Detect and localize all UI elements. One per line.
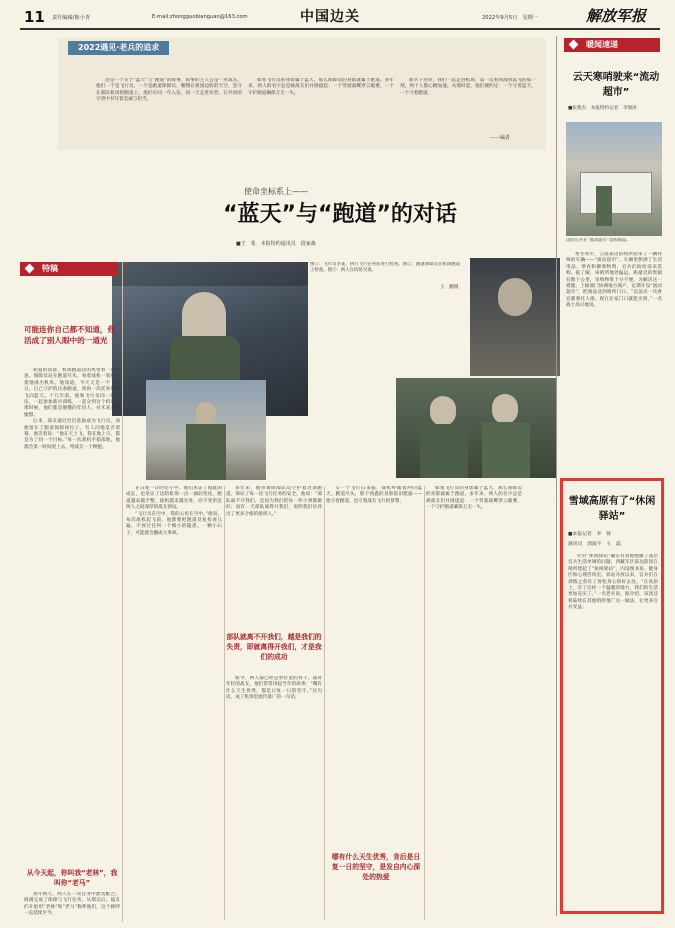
photo-cockpit-closeup — [470, 258, 560, 376]
sidebar-story1-headline: 云天寒哨驶来“流动超市” — [572, 72, 660, 98]
sidebar-story2-byline2: 通讯员 郭波宇 王 磊 — [568, 542, 621, 547]
feature-subhead-3: 部队就离不开我们，越是我们的失责，即就离得开我们，才是我们的成功 — [226, 633, 322, 661]
feature-para-9: 如果飞行员的身影属于蓝天，那么保障员的身影就属于跑道。多年来，两人的名字总是被战友们并排提起：一个驾驶战鹰穿云破雾，一个守护跑道确保万无一失。 — [426, 486, 522, 511]
sidebar-story1-byline: ■张燕杰 本报特约记者 李瑞涛 — [568, 106, 637, 111]
sidebar-story2-headline: 雪域高原有了“休闲驿站” — [568, 496, 656, 522]
intro-author-name: 编者 — [500, 135, 511, 141]
feature-para-4: 在日复一日的坚守中，他们见证了彼此的成长，也见证了边防机场一点一滴的变化。跑道越来越平整，战机越来越先进，而不变的是两人之间深厚的战友情谊。 — [126, 486, 222, 511]
page-date: 2022年9月5日 星期一 — [482, 15, 539, 21]
sidebar-story1-para: 寒冬将至，云南某边防哨所迎来了一辆特殊的车辆——“流动超市”。车厢里摆满了生活用品、零食和御寒物资，官兵们纷纷前来选购。据了解，该哨所地处偏远，距最近的集镇有数十公里，采购物资十分不便。为解决这一难题，上级部门协调地方商户，定期开设“流动超市”，把商品送到哨所门口。“以前买一块香皂都要托人捎，现在在家门口就能买到。”一名战士高兴地说。 — [566, 252, 662, 309]
masthead-logo: 解放军报 — [586, 7, 647, 25]
col-sep-2 — [224, 486, 225, 920]
sidebar-tag-text: 暖闻速递 — [586, 40, 618, 49]
header-rule — [20, 28, 660, 30]
feature-para-6: 多年来，他带领保障队员守护着这条跑道，保证了每一次飞行任务的安全。他说：“部队离不开我们，是因为我们把每一件小事都做好；而有一天部队离得开我们，说明我们培养出了更多合格的接班人。” — [226, 486, 322, 517]
feature-col3-text-a — [226, 486, 322, 624]
sidebar-story2-byline: ■本报记者 李 蓉 — [568, 532, 611, 537]
feature-para-2: 后来，战友通过层层选拔成为飞行员，而他留在了跑道保障岗位上。有人问他是否羡慕，他笑着说：“他在天上飞，我在地上守，都是为了同一个目标。”每一次战机平稳落地，他都会第一时间迎上去，给战友一个拥抱。 — [24, 419, 120, 450]
feature-para-8: 又一个飞行日来临，战机呼啸着冲向蓝天。跑道尽头，那个熟悉的身影依旧挺拔——他守着跑道，也守着战友飞行的梦想。 — [326, 486, 422, 504]
photo-credit: 王 鹏摄 — [440, 285, 459, 290]
sidebar-story2-para: 针对“休闲驿站”确实有效地缓解了基层官兵生活单调的问题，西藏军区某边防团在哨所建起了“休闲驿站”，内设图书角、健身区和心理咨询室。驿站开放以来，官兵们在训练之余有了放松身心的好去处。“在高原上，有了这样一个温暖的地方，我们的生活更加充实了。”一名老兵说。据介绍，该团还将陆续在其他哨所推广这一做法，让更多官兵受益。 — [568, 554, 658, 611]
feature-col1-text-b — [24, 892, 120, 922]
sidebar-story2-text — [568, 554, 658, 906]
intro-col-3 — [400, 78, 536, 134]
photo-caption-text: 图①：飞行员李某，执行飞行任务前进行检查。图②：跑道保障员在机场跑道上检查。图③：两人在机场交谈。 — [310, 262, 460, 273]
col-sep-3 — [324, 486, 325, 920]
feature-para-1: 初夏的清晨，机场跑道边的风带着一丝凉意。保障员站在跑道尽头，看着战机一架接一架地滑出机库。他知道，今天又是一个飞行日，自己守护的这条跑道，将再一次托举战友飞向蓝天。十几年前，他和飞行员同一批入伍，一起参加新兵训练，一起分到这个机场。那时候，他们都是懵懂的年轻人，对未来充满憧憬。 — [24, 368, 120, 418]
page-header — [0, 0, 675, 30]
main-kicker: 使命坐标系上—— — [244, 187, 308, 196]
feature-col5-text — [426, 486, 522, 920]
feature-subhead-4: 哪有什么天生优秀，肯后是日复一日的坚守，是发自内心深处的热爱 — [331, 853, 421, 881]
intro-author: ——编者 — [490, 135, 511, 141]
col-sep-1 — [122, 262, 123, 922]
feature-para-5: “飞行员在空中，我的心也在空中。”他说。每次战机起飞前，他都要把跑道反复检查几遍，不放过任何一个细小的隐患。一颗小石子，可能就会酿成大事故。 — [126, 511, 222, 536]
sidebar-story1-caption — [566, 238, 662, 246]
intro-text-1: 这是一个关于“蓝天”与“跑道”的故事，故事的主人公是一对战友。他们一个是飞行员，一个是跑道保障员，翱翔在祖国边防的天空，坚守在部队机场的跑道上。他们在同一年入伍，同一天走进军营，在共同的守望中书写着忠诚与担当。 — [96, 78, 242, 103]
feature-para-7: 如今，两人都已经是单位里的骨干。面对年轻的战友，他们常常讲起当年的故事：“哪有什么天生优秀，都是日复一日的坚守。”这句话，成了机场里流传最广的一句话。 — [226, 676, 322, 701]
feature-col2-text — [126, 486, 222, 920]
feature-tag-text: 特稿 — [42, 264, 58, 273]
feature-subhead-2: 从今天起，你叫我“老林”，我叫你“老马” — [26, 869, 118, 887]
col-sep-4 — [424, 486, 425, 920]
intro-col-1 — [96, 78, 242, 138]
sidebar-story1-caption-text: 边防官兵在“流动超市”选购商品。 — [566, 238, 631, 243]
intro-band-title-text: 2022遇见·老兵的追求 — [78, 43, 160, 52]
feature-col4-text — [326, 486, 422, 846]
intro-band-title — [68, 41, 169, 55]
photo-two-men — [396, 378, 556, 478]
sidebar-divider — [556, 36, 557, 916]
feature-tag — [20, 262, 118, 276]
feature-tag-icon — [25, 264, 35, 274]
feature-subhead-1: 可能连你自己都不知道，你活成了别人眼中的一道光 — [24, 325, 116, 345]
sidebar-story1-text — [566, 252, 662, 474]
sidebar-tag-icon — [569, 40, 579, 50]
sidebar-tag — [564, 38, 660, 52]
feature-para-3: 那年秋天，两人在一次任务中默契配合，圆满完成了保障与飞行任务。从那以后，战友们开始用“老林”和“老马”称呼他们，这个称呼一直延续至今。 — [24, 892, 120, 917]
sidebar-story1-photo — [566, 122, 662, 236]
main-byline: ■王 希 本报特约通讯员 段家森 — [236, 241, 316, 247]
intro-text-3: 新兵下连时，我们一起走进机场，第一次看到战机起飞的那一刻，两个人都心跳加速。从那时起，他们便约定：一个守着蓝天，一个守着跑道。 — [400, 78, 536, 96]
intro-col-2 — [248, 78, 394, 138]
feature-col3-text-b — [226, 676, 322, 920]
page-number: 11 — [24, 8, 45, 26]
intro-text-2: 如果飞行员的身影属于蓝天，那么保障员的身影就属于跑道。多年来，两人的名字总是被战友们并排提起：一个驾驶战鹰穿云破雾，一个守护跑道确保万无一失。 — [248, 78, 394, 96]
page-editor: 责任编辑/陈小青 — [52, 15, 91, 21]
feature-col1-text — [24, 368, 120, 820]
photo-caption — [310, 262, 460, 282]
photo-runway-soldier — [146, 380, 266, 480]
section-title: 中国边关 — [300, 9, 360, 25]
main-headline: “蓝天”与“跑道”的对话 — [223, 202, 457, 227]
page-email: E-mail:zhongguobianguan@163.com — [152, 14, 248, 20]
